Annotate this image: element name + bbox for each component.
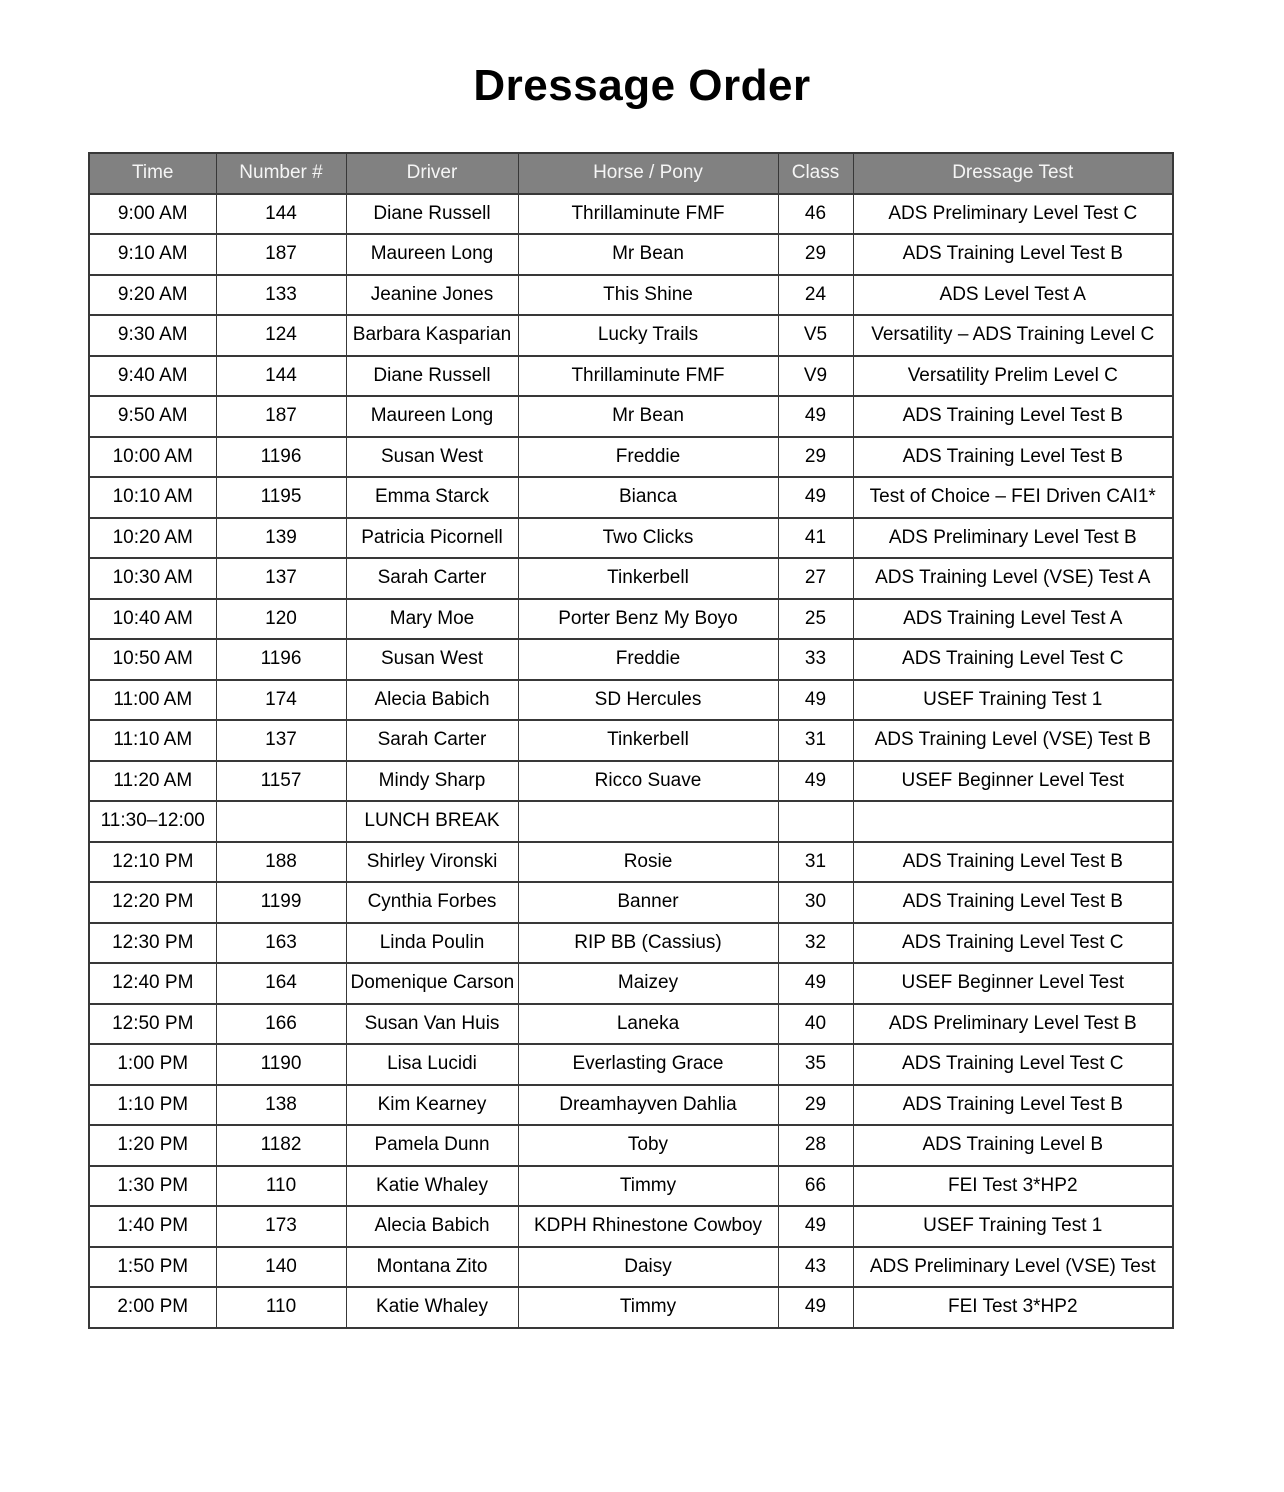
cell-class: 25 — [778, 599, 853, 640]
table-row — [89, 396, 1173, 437]
cell-number: 187 — [216, 396, 346, 437]
cell-time: 9:10 AM — [89, 234, 216, 275]
table-row — [89, 1125, 1173, 1166]
table-row — [89, 882, 1173, 923]
cell-time: 2:00 PM — [89, 1287, 216, 1328]
column-header-time: Time — [89, 153, 216, 194]
cell-number: 120 — [216, 599, 346, 640]
cell-test: Versatility Prelim Level C — [853, 356, 1173, 397]
cell-time: 10:40 AM — [89, 599, 216, 640]
cell-driver: Mindy Sharp — [346, 761, 518, 802]
cell-number: 110 — [216, 1166, 346, 1207]
cell-driver: Lisa Lucidi — [346, 1044, 518, 1085]
cell-time: 1:30 PM — [89, 1166, 216, 1207]
cell-test: ADS Preliminary Level Test B — [853, 518, 1173, 559]
dressage-order-table-container — [88, 152, 1172, 1329]
cell-time: 1:50 PM — [89, 1247, 216, 1288]
cell-horse: SD Hercules — [518, 680, 778, 721]
cell-number: 1190 — [216, 1044, 346, 1085]
cell-class: 41 — [778, 518, 853, 559]
cell-class: 49 — [778, 680, 853, 721]
cell-class: 40 — [778, 1004, 853, 1045]
cell-test: USEF Training Test 1 — [853, 1206, 1173, 1247]
cell-class: 29 — [778, 234, 853, 275]
cell-number: 163 — [216, 923, 346, 964]
cell-driver: Katie Whaley — [346, 1166, 518, 1207]
cell-driver: Susan West — [346, 639, 518, 680]
cell-time: 9:50 AM — [89, 396, 216, 437]
cell-time: 11:10 AM — [89, 720, 216, 761]
cell-test: Versatility – ADS Training Level C — [853, 315, 1173, 356]
cell-number: 187 — [216, 234, 346, 275]
cell-time: 1:40 PM — [89, 1206, 216, 1247]
table-row — [89, 720, 1173, 761]
cell-horse: Mr Bean — [518, 396, 778, 437]
cell-time: 11:30–12:00 — [89, 801, 216, 842]
cell-class: 49 — [778, 396, 853, 437]
cell-class: 49 — [778, 761, 853, 802]
cell-number: 1199 — [216, 882, 346, 923]
cell-driver: Montana Zito — [346, 1247, 518, 1288]
cell-time: 9:20 AM — [89, 275, 216, 316]
cell-number: 1196 — [216, 639, 346, 680]
cell-time: 12:50 PM — [89, 1004, 216, 1045]
cell-driver: Sarah Carter — [346, 558, 518, 599]
cell-time: 10:20 AM — [89, 518, 216, 559]
cell-driver: Sarah Carter — [346, 720, 518, 761]
cell-class: 35 — [778, 1044, 853, 1085]
cell-test: ADS Training Level Test B — [853, 234, 1173, 275]
cell-driver: Alecia Babich — [346, 1206, 518, 1247]
cell-class: 66 — [778, 1166, 853, 1207]
table-row — [89, 1206, 1173, 1247]
cell-number: 166 — [216, 1004, 346, 1045]
cell-test: ADS Training Level Test B — [853, 396, 1173, 437]
table-row — [89, 356, 1173, 397]
cell-horse: Freddie — [518, 639, 778, 680]
cell-test: USEF Training Test 1 — [853, 680, 1173, 721]
cell-driver: Cynthia Forbes — [346, 882, 518, 923]
table-row — [89, 842, 1173, 883]
cell-number: 1195 — [216, 477, 346, 518]
cell-class — [778, 801, 853, 842]
cell-horse: Mr Bean — [518, 234, 778, 275]
cell-number: 188 — [216, 842, 346, 883]
cell-class: 29 — [778, 1085, 853, 1126]
cell-horse: Laneka — [518, 1004, 778, 1045]
cell-test: ADS Training Level Test B — [853, 437, 1173, 478]
cell-test: ADS Training Level Test B — [853, 842, 1173, 883]
cell-horse: Timmy — [518, 1166, 778, 1207]
table-row — [89, 1247, 1173, 1288]
cell-driver: Emma Starck — [346, 477, 518, 518]
cell-driver: Kim Kearney — [346, 1085, 518, 1126]
cell-class: 28 — [778, 1125, 853, 1166]
cell-test: ADS Training Level Test C — [853, 1044, 1173, 1085]
cell-test: ADS Preliminary Level Test C — [853, 194, 1173, 235]
cell-horse: Dreamhayven Dahlia — [518, 1085, 778, 1126]
cell-class: 43 — [778, 1247, 853, 1288]
cell-number: 124 — [216, 315, 346, 356]
cell-horse: Freddie — [518, 437, 778, 478]
table-row — [89, 599, 1173, 640]
table-row — [89, 923, 1173, 964]
cell-time: 12:20 PM — [89, 882, 216, 923]
cell-time: 1:00 PM — [89, 1044, 216, 1085]
table-row — [89, 680, 1173, 721]
cell-test: ADS Training Level Test C — [853, 639, 1173, 680]
cell-time: 9:40 AM — [89, 356, 216, 397]
cell-driver: Pamela Dunn — [346, 1125, 518, 1166]
cell-number: 133 — [216, 275, 346, 316]
cell-number: 174 — [216, 680, 346, 721]
cell-class: 46 — [778, 194, 853, 235]
cell-driver: LUNCH BREAK — [346, 801, 518, 842]
cell-driver: Barbara Kasparian — [346, 315, 518, 356]
dressage-order-table — [88, 152, 1174, 1329]
table-row — [89, 1004, 1173, 1045]
cell-class: 31 — [778, 720, 853, 761]
cell-class: V9 — [778, 356, 853, 397]
cell-time: 1:20 PM — [89, 1125, 216, 1166]
cell-driver: Alecia Babich — [346, 680, 518, 721]
table-row — [89, 801, 1173, 842]
column-header-test: Dressage Test — [853, 153, 1173, 194]
cell-time: 12:40 PM — [89, 963, 216, 1004]
cell-test: Test of Choice – FEI Driven CAI1* — [853, 477, 1173, 518]
table-row — [89, 761, 1173, 802]
cell-number: 137 — [216, 558, 346, 599]
cell-horse: Banner — [518, 882, 778, 923]
cell-horse: Everlasting Grace — [518, 1044, 778, 1085]
table-row — [89, 234, 1173, 275]
cell-class: 49 — [778, 477, 853, 518]
cell-class: 49 — [778, 1287, 853, 1328]
cell-number: 1157 — [216, 761, 346, 802]
cell-time: 9:00 AM — [89, 194, 216, 235]
table-row — [89, 1287, 1173, 1328]
cell-class: 49 — [778, 963, 853, 1004]
column-header-horse: Horse / Pony — [518, 153, 778, 194]
cell-test: FEI Test 3*HP2 — [853, 1287, 1173, 1328]
cell-number: 1196 — [216, 437, 346, 478]
cell-test: ADS Preliminary Level Test B — [853, 1004, 1173, 1045]
cell-time: 10:30 AM — [89, 558, 216, 599]
cell-class: 32 — [778, 923, 853, 964]
cell-number: 110 — [216, 1287, 346, 1328]
cell-class: 31 — [778, 842, 853, 883]
page-title: Dressage Order — [473, 61, 811, 110]
cell-number: 138 — [216, 1085, 346, 1126]
cell-test: USEF Beginner Level Test — [853, 963, 1173, 1004]
cell-number: 144 — [216, 356, 346, 397]
table-row — [89, 437, 1173, 478]
table-body — [89, 194, 1173, 1328]
cell-horse: Two Clicks — [518, 518, 778, 559]
cell-time: 1:10 PM — [89, 1085, 216, 1126]
cell-driver: Susan Van Huis — [346, 1004, 518, 1045]
cell-test: ADS Training Level B — [853, 1125, 1173, 1166]
cell-driver: Shirley Vironski — [346, 842, 518, 883]
cell-class: 49 — [778, 1206, 853, 1247]
table-row — [89, 1085, 1173, 1126]
cell-test: ADS Training Level Test A — [853, 599, 1173, 640]
cell-driver: Susan West — [346, 437, 518, 478]
cell-horse: Daisy — [518, 1247, 778, 1288]
cell-number: 1182 — [216, 1125, 346, 1166]
cell-number: 164 — [216, 963, 346, 1004]
cell-driver: Patricia Picornell — [346, 518, 518, 559]
cell-test: FEI Test 3*HP2 — [853, 1166, 1173, 1207]
cell-horse: Tinkerbell — [518, 558, 778, 599]
cell-horse: Thrillaminute FMF — [518, 194, 778, 235]
cell-horse: Bianca — [518, 477, 778, 518]
column-header-class: Class — [778, 153, 853, 194]
cell-driver: Diane Russell — [346, 194, 518, 235]
cell-test: ADS Training Level Test C — [853, 923, 1173, 964]
cell-number: 137 — [216, 720, 346, 761]
cell-time: 11:20 AM — [89, 761, 216, 802]
cell-class: 29 — [778, 437, 853, 478]
cell-driver: Linda Poulin — [346, 923, 518, 964]
cell-horse: Lucky Trails — [518, 315, 778, 356]
table-row — [89, 518, 1173, 559]
cell-horse: Tinkerbell — [518, 720, 778, 761]
cell-test: ADS Level Test A — [853, 275, 1173, 316]
cell-driver: Domenique Carson — [346, 963, 518, 1004]
cell-class: V5 — [778, 315, 853, 356]
cell-driver: Diane Russell — [346, 356, 518, 397]
cell-test: ADS Preliminary Level (VSE) Test — [853, 1247, 1173, 1288]
table-row — [89, 639, 1173, 680]
cell-class: 30 — [778, 882, 853, 923]
cell-horse: Maizey — [518, 963, 778, 1004]
cell-time: 10:50 AM — [89, 639, 216, 680]
cell-horse: Toby — [518, 1125, 778, 1166]
cell-driver: Maureen Long — [346, 234, 518, 275]
cell-driver: Katie Whaley — [346, 1287, 518, 1328]
table-row — [89, 963, 1173, 1004]
table-row — [89, 1044, 1173, 1085]
cell-horse — [518, 801, 778, 842]
column-header-driver: Driver — [346, 153, 518, 194]
cell-test: ADS Training Level (VSE) Test A — [853, 558, 1173, 599]
cell-number: 173 — [216, 1206, 346, 1247]
cell-number: 140 — [216, 1247, 346, 1288]
cell-time: 10:00 AM — [89, 437, 216, 478]
cell-number: 144 — [216, 194, 346, 235]
cell-test: ADS Training Level Test B — [853, 1085, 1173, 1126]
cell-test: ADS Training Level (VSE) Test B — [853, 720, 1173, 761]
cell-time: 9:30 AM — [89, 315, 216, 356]
cell-driver: Maureen Long — [346, 396, 518, 437]
cell-horse: KDPH Rhinestone Cowboy — [518, 1206, 778, 1247]
cell-horse: Thrillaminute FMF — [518, 356, 778, 397]
cell-time: 12:30 PM — [89, 923, 216, 964]
cell-horse: Rosie — [518, 842, 778, 883]
cell-test: ADS Training Level Test B — [853, 882, 1173, 923]
cell-horse: RIP BB (Cassius) — [518, 923, 778, 964]
cell-driver: Jeanine Jones — [346, 275, 518, 316]
cell-number — [216, 801, 346, 842]
cell-class: 24 — [778, 275, 853, 316]
column-header-number: Number # — [216, 153, 346, 194]
table-row — [89, 1166, 1173, 1207]
cell-horse: Ricco Suave — [518, 761, 778, 802]
cell-test: USEF Beginner Level Test — [853, 761, 1173, 802]
table-row — [89, 275, 1173, 316]
cell-time: 12:10 PM — [89, 842, 216, 883]
cell-horse: Porter Benz My Boyo — [518, 599, 778, 640]
table-row — [89, 194, 1173, 235]
table-row — [89, 315, 1173, 356]
table-header-row — [89, 153, 1173, 194]
cell-driver: Mary Moe — [346, 599, 518, 640]
cell-number: 139 — [216, 518, 346, 559]
cell-class: 27 — [778, 558, 853, 599]
cell-test — [853, 801, 1173, 842]
cell-horse: This Shine — [518, 275, 778, 316]
cell-horse: Timmy — [518, 1287, 778, 1328]
cell-time: 11:00 AM — [89, 680, 216, 721]
cell-time: 10:10 AM — [89, 477, 216, 518]
cell-class: 33 — [778, 639, 853, 680]
table-row — [89, 558, 1173, 599]
table-row — [89, 477, 1173, 518]
